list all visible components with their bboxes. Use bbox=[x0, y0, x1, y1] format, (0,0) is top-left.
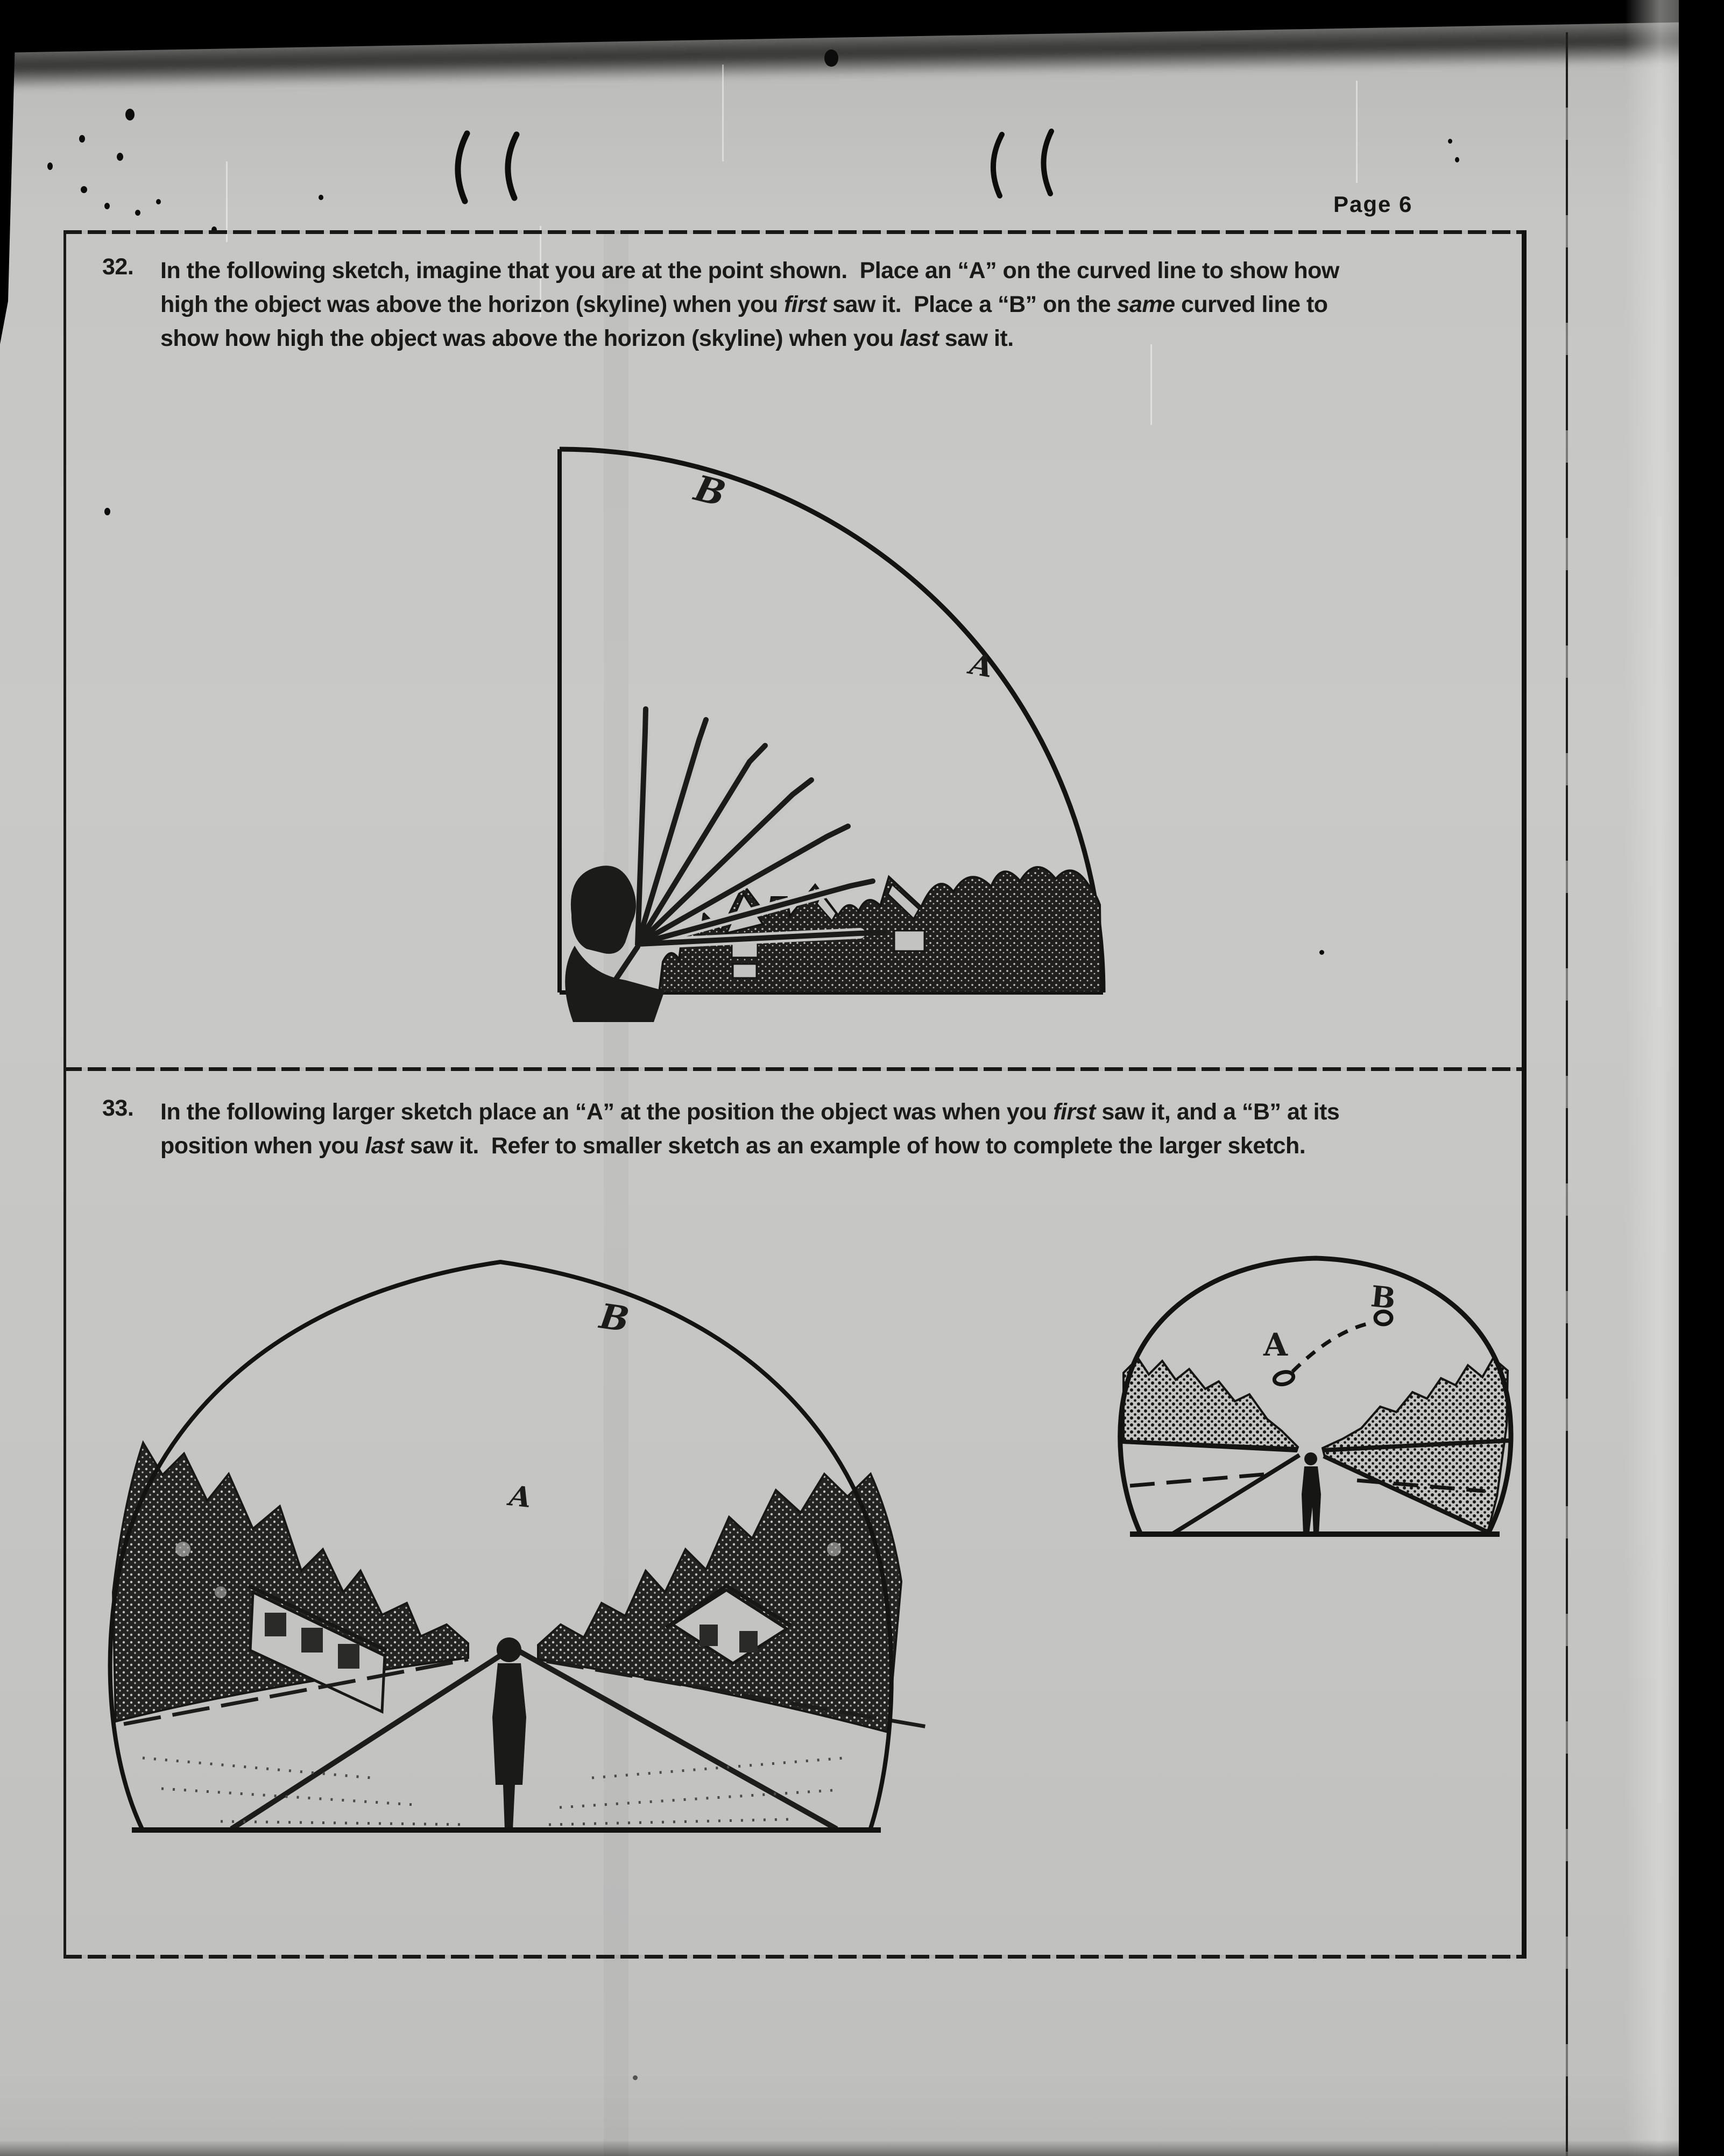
film-scratch bbox=[1356, 81, 1358, 183]
question-32-line: show how high the object was above the horizon (skyline) when you last saw it. bbox=[160, 325, 1014, 351]
ground-stipple-lines bbox=[143, 1758, 845, 1825]
question-32-line: high the object was above the horizon (skyline) when you first saw it. Place a “B” on the same curved line to bbox=[160, 292, 1328, 317]
observer-head bbox=[571, 866, 636, 954]
observer-shoulders bbox=[565, 946, 665, 1022]
example-b-label: B bbox=[1369, 1279, 1397, 1316]
question-33-line: position when you last saw it. Refer to smaller sketch as an example of how to complete the larger sketch. bbox=[160, 1133, 1306, 1159]
film-speck bbox=[156, 199, 161, 204]
question-33-number: 33. bbox=[102, 1095, 134, 1121]
film-speck bbox=[117, 153, 123, 161]
example-object-path bbox=[1273, 1311, 1391, 1386]
film-speck bbox=[104, 508, 110, 515]
question-32-text bbox=[160, 254, 1339, 356]
example-a-label: A bbox=[1263, 1327, 1288, 1363]
film-speck bbox=[125, 109, 135, 120]
box-border-bottom bbox=[63, 1955, 1526, 1959]
question-33-line: In the following larger sketch place an “A” at the position the object was when you first saw it, and a “B” at its bbox=[160, 1099, 1340, 1125]
film-speck bbox=[1448, 139, 1452, 144]
street-observer-silhouette bbox=[492, 1637, 526, 1830]
handwritten-b-mark: B bbox=[690, 466, 730, 515]
film-speck bbox=[104, 203, 110, 209]
elevation-sketch-figure bbox=[543, 430, 1114, 1022]
film-speck bbox=[319, 195, 323, 200]
film-speck bbox=[135, 210, 140, 216]
box-border-right bbox=[1522, 230, 1527, 1959]
handwritten-a-mark: A bbox=[507, 1479, 533, 1515]
large-street-sketch-figure bbox=[91, 1248, 925, 1850]
box-section-divider bbox=[63, 1067, 1526, 1071]
handwritten-a-mark: A bbox=[967, 646, 996, 685]
question-32-number: 32. bbox=[102, 254, 134, 280]
question-33-text bbox=[160, 1095, 1339, 1163]
question-32 bbox=[0, 254, 1724, 361]
box-border-left bbox=[63, 230, 66, 1959]
question-32-line: In the following sketch, imagine that you are at the point shown. Place an “A” on the curved line to show how bbox=[160, 258, 1339, 283]
film-speck bbox=[633, 2075, 638, 2080]
skyline-illustration bbox=[659, 867, 1101, 992]
question-33 bbox=[0, 1095, 1724, 1171]
film-speck bbox=[1455, 157, 1459, 162]
box-border-top bbox=[63, 230, 1526, 234]
crescent-copy-marks-left bbox=[441, 129, 549, 210]
page-number-label: Page 6 bbox=[1333, 192, 1413, 217]
film-speck bbox=[824, 49, 838, 67]
film-speck bbox=[47, 162, 53, 170]
film-scratch bbox=[722, 65, 724, 161]
handwritten-b-mark: B bbox=[597, 1296, 632, 1341]
film-speck bbox=[79, 135, 85, 143]
example-observer-silhouette bbox=[1302, 1452, 1321, 1534]
paper-bottom-shadow bbox=[0, 2140, 1679, 2156]
film-speck bbox=[1319, 950, 1324, 955]
crescent-copy-marks-right bbox=[975, 128, 1083, 203]
example-sketch-figure bbox=[1108, 1248, 1528, 1555]
film-speck bbox=[81, 186, 87, 193]
left-foliage-and-buildings bbox=[113, 1443, 468, 1721]
